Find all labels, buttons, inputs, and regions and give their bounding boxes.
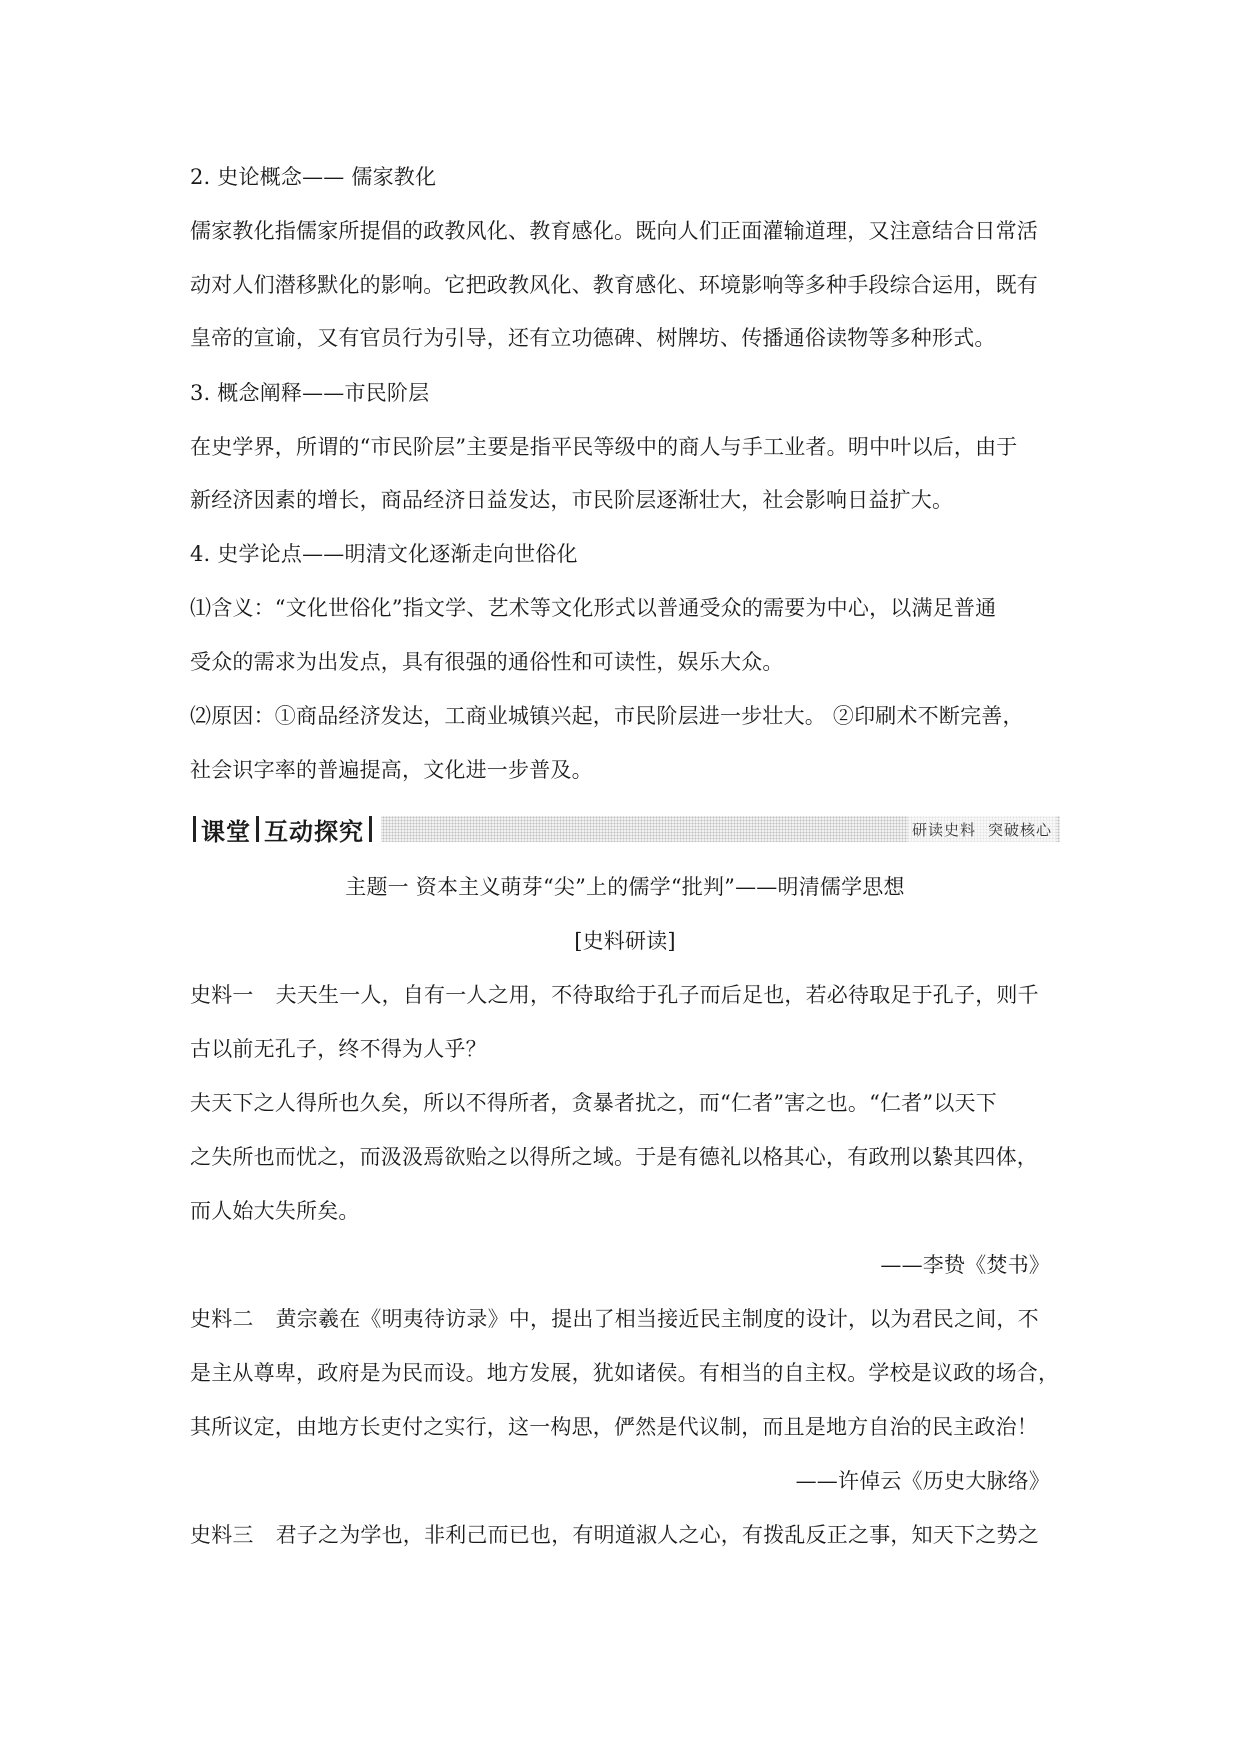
banner-title-part1: 课堂 [201,817,251,846]
source-2-first-line [190,1304,1060,1334]
section-4-heading: 4. 史学论点——明清文化逐渐走向世俗化 [190,542,578,566]
source-1-first-line [190,980,1060,1010]
source-1-label: 史料一 [190,983,254,1007]
source-2-text: 黄宗羲在《明夷待访录》中，提出了相当接近民主制度的设计，以为君民之间，不 [275,1307,1039,1331]
source-2-label: 史料二 [190,1307,254,1331]
paragraph-line: 受众的需求为出发点，具有很强的通俗性和可读性，娱乐大众。 [190,650,784,674]
paragraph-line: 古以前无孔子，终不得为人乎？ [190,1037,487,1061]
paragraph-line: 皇帝的宣谕，又有官员行为引导，还有立功德碑、树牌坊、传播通俗读物等多种形式。 [190,326,996,350]
topic-subheading: [史料研读] [574,929,676,953]
paragraph-line: ⑴含义：“文化世俗化”指文学、艺术等文化形式以普通受众的需要为中心，以满足普通 [190,596,997,620]
paragraph-line: 夫天下之人得所也久矣，所以不得所者，贪暴者扰之，而“仁者”害之也。“仁者”以天下 [190,1091,997,1115]
source-3-text: 君子之为学也，非利己而已也，有明道淑人之心，有拨乱反正之事，知天下之势之 [275,1523,1039,1547]
banner-title [188,812,381,846]
section-3-heading: 3. 概念阐释——市民阶层 [190,381,430,405]
source-3-label: 史料三 [190,1523,254,1547]
paragraph-line: 在史学界，所谓的“市民阶层”主要是指平民等级中的商人与手工业者。明中叶以后，由于 [190,435,1018,459]
banner-subtitle [908,816,1056,842]
paragraph-line: ⑵原因：①商品经济发达，工商业城镇兴起，市民阶层进一步壮大。 ②印刷术不断完善， [190,704,1024,728]
banner-divider [193,816,196,842]
paragraph-line: 儒家教化指儒家所提倡的政教风化、教育感化。既向人们正面灌输道理，又注意结合日常活 [190,219,1038,243]
paragraph-line: 动对人们潜移默化的影响。它把政教风化、教育感化、环境影响等多种手段综合运用，既有 [190,273,1038,297]
banner-divider [369,816,372,842]
source-1-text: 夫天生一人，自有一人之用，不待取给于孔子而后足也，若必待取足于孔子，则千 [275,983,1039,1007]
banner-subtitle-part2: 突破核心 [987,820,1052,839]
paragraph-line: 新经济因素的增长，商品经济日益发达，市民阶层逐渐壮大，社会影响日益扩大。 [190,488,954,512]
paragraph-line: 而人始大失所矣。 [190,1199,360,1223]
paragraph-line: 社会识字率的普遍提高，文化进一步普及。 [190,758,593,782]
source-2-citation: ——许倬云《历史大脉络》 [795,1469,1050,1493]
source-3-first-line [190,1520,1060,1550]
source-1-citation: ——李贽《焚书》 [880,1253,1050,1277]
section-2-heading: 2. 史论概念—— 儒家教化 [190,165,437,189]
paragraph-line: 其所议定，由地方长吏付之实行，这一构思，俨然是代议制，而且是地方自治的民主政治！ [190,1415,1038,1439]
paragraph-line: 之失所也而忧之，而汲汲焉欲贻之以得所之域。于是有德礼以格其心，有政刑以絷其四体， [190,1145,1038,1169]
banner-title-part2: 互动探究 [264,817,364,846]
banner-subtitle-part1: 研读史料 [911,820,976,839]
topic-title: 主题一 资本主义萌芽“尖”上的儒学“批判”——明清儒学思想 [345,875,905,899]
section-banner [188,812,1060,846]
paragraph-line: 是主从尊卑，政府是为民而设。地方发展，犹如诸侯。有相当的自主权。学校是议政的场合， [190,1361,1060,1385]
banner-divider [256,816,259,842]
